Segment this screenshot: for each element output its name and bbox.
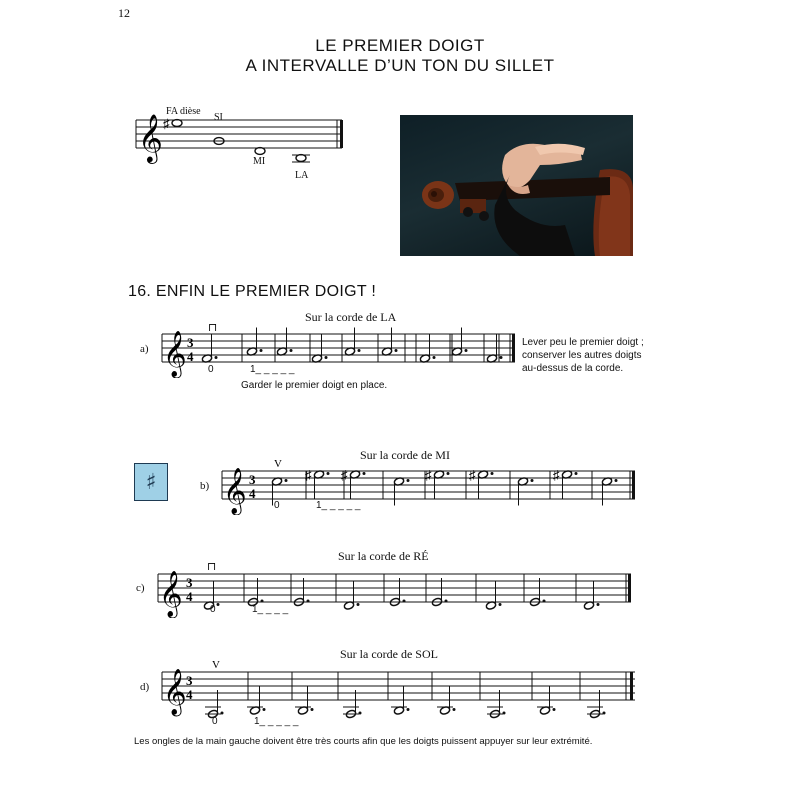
exercise-c-caption: Sur la corde de RÉ: [338, 549, 429, 563]
note-f-sharp: [172, 120, 182, 127]
label-la: LA: [295, 170, 309, 181]
exercise-a-caption: Sur la corde de LA: [305, 310, 397, 324]
exercise-a-finger-zero: 0: [208, 364, 214, 375]
exercise-a-side-note: [522, 336, 644, 375]
treble-clef-icon: 𝄞: [138, 116, 163, 162]
down-bow-mark: ⊓: [207, 561, 217, 573]
time-sig-bottom: 4: [187, 349, 194, 364]
sharp-icon: ♯: [163, 116, 170, 131]
time-sig-bottom: 4: [249, 486, 256, 501]
exercise-d-caption: Sur la corde de SOL: [340, 647, 438, 661]
time-sig-top: 3: [186, 575, 193, 590]
exercise-b-letter: b): [200, 480, 210, 492]
time-sig-top: 3: [249, 472, 256, 487]
exercise-b-staff: [220, 455, 640, 515]
page-title-line-2: A INTERVALLE D’UN TON DU SILLET: [245, 56, 555, 75]
violin-hand-photo: [400, 115, 633, 256]
sharp-reminder-box: [134, 463, 168, 501]
sharp-icon: ♯: [425, 467, 432, 483]
section-heading: 16. ENFIN LE PREMIER DOIGT !: [128, 283, 377, 300]
sharp-icon: ♯: [469, 467, 476, 483]
sharp-icon: ♯: [341, 467, 348, 483]
exercise-a-letter: a): [140, 343, 149, 355]
time-sig-bottom: 4: [186, 687, 193, 702]
exercise-d-letter: d): [140, 681, 150, 693]
down-bow-mark: ⊓: [208, 322, 218, 334]
footer-note: Les ongles de la main gauche doivent être très courts afin que les doigts puissent appuyer sur leur extrémité.: [134, 736, 593, 747]
time-sig-bottom: 4: [186, 589, 193, 604]
exercise-d-staff: [160, 656, 640, 726]
exercise-b-finger-zero: 0: [274, 500, 280, 511]
time-sig-top: 3: [187, 335, 194, 350]
up-bow-mark: V: [274, 458, 282, 470]
exercise-a-staff: [160, 318, 520, 378]
sharp-icon: ♯: [305, 467, 312, 483]
side-note-line-3: au-dessus de la corde.: [522, 363, 624, 374]
sharp-icon: ♯: [553, 467, 560, 483]
label-fa-diese: FA dièse: [166, 106, 201, 117]
exercise-a-finger-one: 1_ _ _ _ _: [250, 364, 295, 375]
exercise-c-finger-zero: 0: [210, 604, 216, 615]
exercise-c-letter: c): [136, 582, 145, 594]
treble-clef-icon: 𝄞: [223, 468, 247, 513]
exercise-c-staff: [156, 558, 636, 618]
exercise-a-notes: [201, 328, 502, 364]
exercise-b-caption: Sur la corde de MI: [360, 448, 450, 462]
up-bow-mark: V: [212, 659, 220, 671]
page-number: 12: [118, 6, 130, 20]
treble-clef-icon: 𝄞: [163, 669, 187, 714]
label-mi: MI: [253, 156, 266, 167]
treble-clef-icon: 𝄞: [163, 331, 187, 376]
label-si: SI: [214, 112, 223, 123]
exercise-c-finger-one: 1_ _ _ _: [252, 604, 289, 615]
side-note-line-2: conserver les autres doigts: [522, 350, 642, 361]
exercise-b-finger-one: 1_ _ _ _ _: [316, 500, 361, 511]
exercise-d-finger-one: 1_ _ _ _ _: [254, 716, 299, 727]
time-sig-top: 3: [186, 673, 193, 688]
sharp-icon: ♯: [145, 469, 157, 495]
note-la: [296, 155, 306, 162]
note-mi: [255, 148, 265, 155]
exercise-d-finger-zero: 0: [212, 716, 218, 727]
page-title-line-1: LE PREMIER DOIGT: [315, 36, 485, 55]
intro-staff: [130, 100, 350, 190]
exercise-a-note-below: Garder le premier doigt en place.: [241, 380, 388, 391]
side-note-line-1: Lever peu le premier doigt ;: [522, 337, 644, 348]
treble-clef-icon: 𝄞: [159, 571, 183, 616]
